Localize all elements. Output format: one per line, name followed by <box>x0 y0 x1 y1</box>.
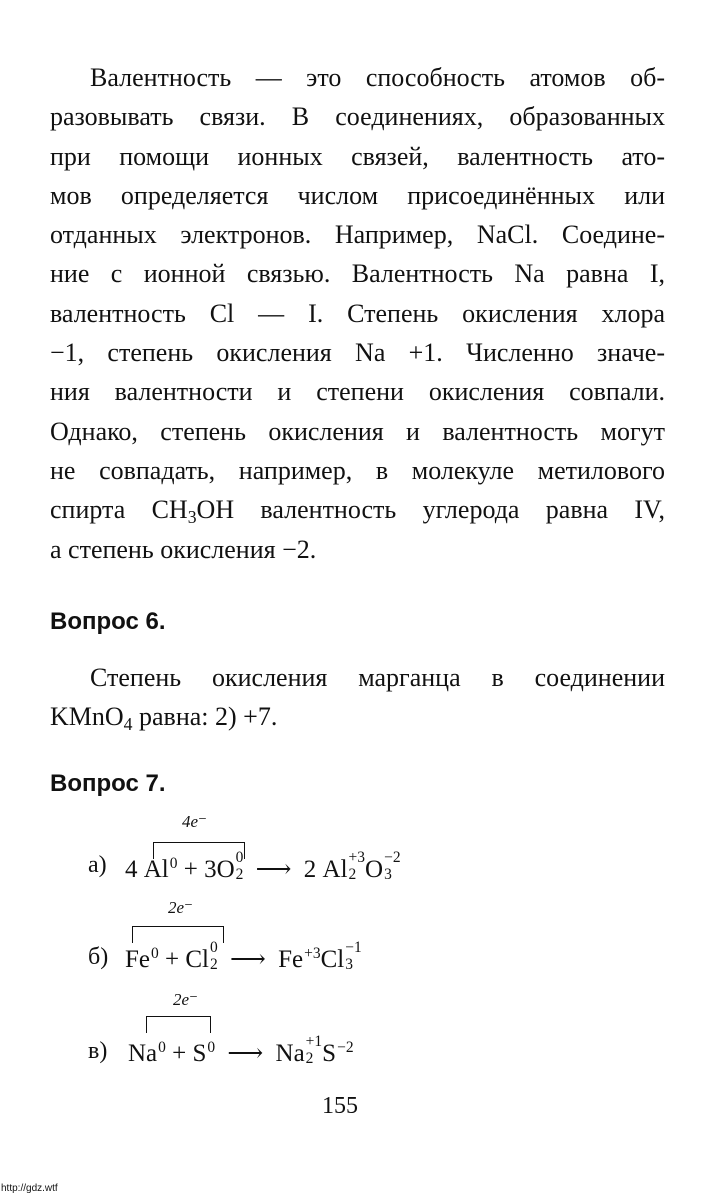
text-line-kmno4 <box>50 697 665 736</box>
subscript: 3 <box>345 956 353 974</box>
oxidation-state: +3 <box>304 945 321 963</box>
sup-sub-stack <box>235 848 244 884</box>
oxidation-state: 0 <box>158 1039 166 1057</box>
page-number: 155 <box>322 1093 358 1119</box>
plus-sign: + <box>172 1040 187 1067</box>
product-s <box>322 1041 353 1066</box>
element-fe <box>125 947 159 972</box>
watermark-url[interactable]: http://gdz.wtf <box>1 1183 58 1194</box>
coefficient: 4 <box>125 856 138 883</box>
product-na <box>275 1032 323 1068</box>
subscript: 2 <box>209 956 218 974</box>
plus-sign: + <box>165 946 180 973</box>
text-fragment: OH валентность углерода равна IV, <box>196 495 665 525</box>
oxidation-state: −1 <box>345 938 362 956</box>
text-line: не совпадать, например, в молекуле метилового <box>50 455 665 485</box>
subscript: 4 <box>123 714 133 735</box>
plus-sign: + <box>183 856 198 883</box>
text-fragment: KMnO <box>50 702 124 732</box>
reaction-arrow: ⟶ <box>255 856 292 883</box>
text-fragment: равна: 2) +7. <box>132 702 278 732</box>
electron-transfer-label: 2e⁻ <box>168 898 194 917</box>
element-symbol: Cl <box>320 946 345 973</box>
question-6-answer <box>50 658 665 737</box>
text-line: мов определяется числом присоединённых или <box>50 180 665 210</box>
element-al <box>144 857 178 882</box>
element-symbol: Fe <box>125 946 150 973</box>
element-symbol: Fe <box>278 946 304 973</box>
element-symbol: Na <box>275 1040 305 1067</box>
sup-sub-stack <box>305 1032 323 1068</box>
sup-sub-stack <box>348 848 366 884</box>
text-line: а степень окисления −2. <box>50 534 317 564</box>
reaction-arrow: ⟶ <box>229 946 266 973</box>
oxidation-state: 0 <box>169 855 178 873</box>
element-symbol: Cl <box>185 946 209 973</box>
element-symbol: O <box>216 856 235 883</box>
oxidation-state: +1 <box>305 1032 323 1050</box>
coefficient: 3 <box>204 856 217 883</box>
oxidation-state: +3 <box>348 848 366 866</box>
subscript: 2 <box>305 1050 314 1068</box>
oxidation-state: 0 <box>151 945 159 963</box>
oxidation-state: −2 <box>337 1039 354 1057</box>
coefficient: 2 <box>303 856 317 883</box>
valence-paragraph <box>50 58 665 569</box>
element-symbol: O <box>365 856 384 883</box>
subscript: 3 <box>187 507 197 528</box>
equation-label: б) <box>88 944 109 970</box>
text-line: ния валентности и степени окисления совпали. <box>50 377 665 407</box>
sup-sub-stack <box>209 938 218 974</box>
text-fragment: спирта CH <box>50 495 188 525</box>
equation-body <box>128 1032 354 1068</box>
product-al <box>322 848 366 884</box>
sup-sub-stack <box>345 938 362 974</box>
element-o2 <box>216 848 244 884</box>
text-line-methanol <box>50 490 665 529</box>
subscript: 2 <box>348 866 357 884</box>
text-line: валентность Cl — I. Степень окисления хлора <box>50 298 665 328</box>
equation-label: в) <box>88 1038 108 1064</box>
electron-transfer-bracket <box>146 1016 211 1033</box>
oxidation-state: −2 <box>384 848 401 866</box>
question-7-heading: Вопрос 7. <box>50 770 166 797</box>
question-6-heading: Вопрос 6. <box>50 608 166 635</box>
text-line: Степень окисления марганца в соединении <box>90 663 665 692</box>
element-symbol: Al <box>322 856 348 883</box>
subscript: 3 <box>384 866 392 884</box>
element-cl2 <box>185 938 218 974</box>
element-symbol: S <box>322 1040 337 1067</box>
oxidation-state: 0 <box>207 1039 216 1057</box>
element-na <box>128 1041 166 1066</box>
product-fe <box>278 947 321 972</box>
equation-label: а) <box>88 852 107 878</box>
element-s <box>193 1041 216 1066</box>
equation-body <box>125 938 362 974</box>
text-line: Однако, степень окисления и валентность могут <box>50 416 665 446</box>
sup-sub-stack <box>384 848 401 884</box>
reaction-arrow: ⟶ <box>227 1040 264 1067</box>
electron-transfer-label: 2e⁻ <box>173 990 199 1009</box>
oxidation-state: 0 <box>235 848 244 866</box>
product-cl <box>320 938 362 974</box>
text-line: отданных электронов. Например, NaCl. Соедине- <box>50 220 665 250</box>
electron-transfer-label: 4e⁻ <box>182 812 208 831</box>
text-line: разовывать связи. В соединениях, образованных <box>50 102 665 132</box>
oxidation-state: 0 <box>209 938 218 956</box>
element-symbol: Na <box>128 1040 158 1067</box>
equation-body <box>125 848 401 884</box>
text-line: −1, степень окисления Na +1. Численно значе- <box>50 338 665 368</box>
subscript: 2 <box>235 866 244 884</box>
text-line: при помощи ионных связей, валентность ато- <box>50 141 665 171</box>
element-symbol: S <box>192 1040 207 1067</box>
text-line: ние с ионной связью. Валентность Na равна I, <box>50 259 665 289</box>
product-o <box>365 848 401 884</box>
element-symbol: Al <box>143 856 169 883</box>
text-line: Валентность — это способность атомов об- <box>90 63 665 92</box>
